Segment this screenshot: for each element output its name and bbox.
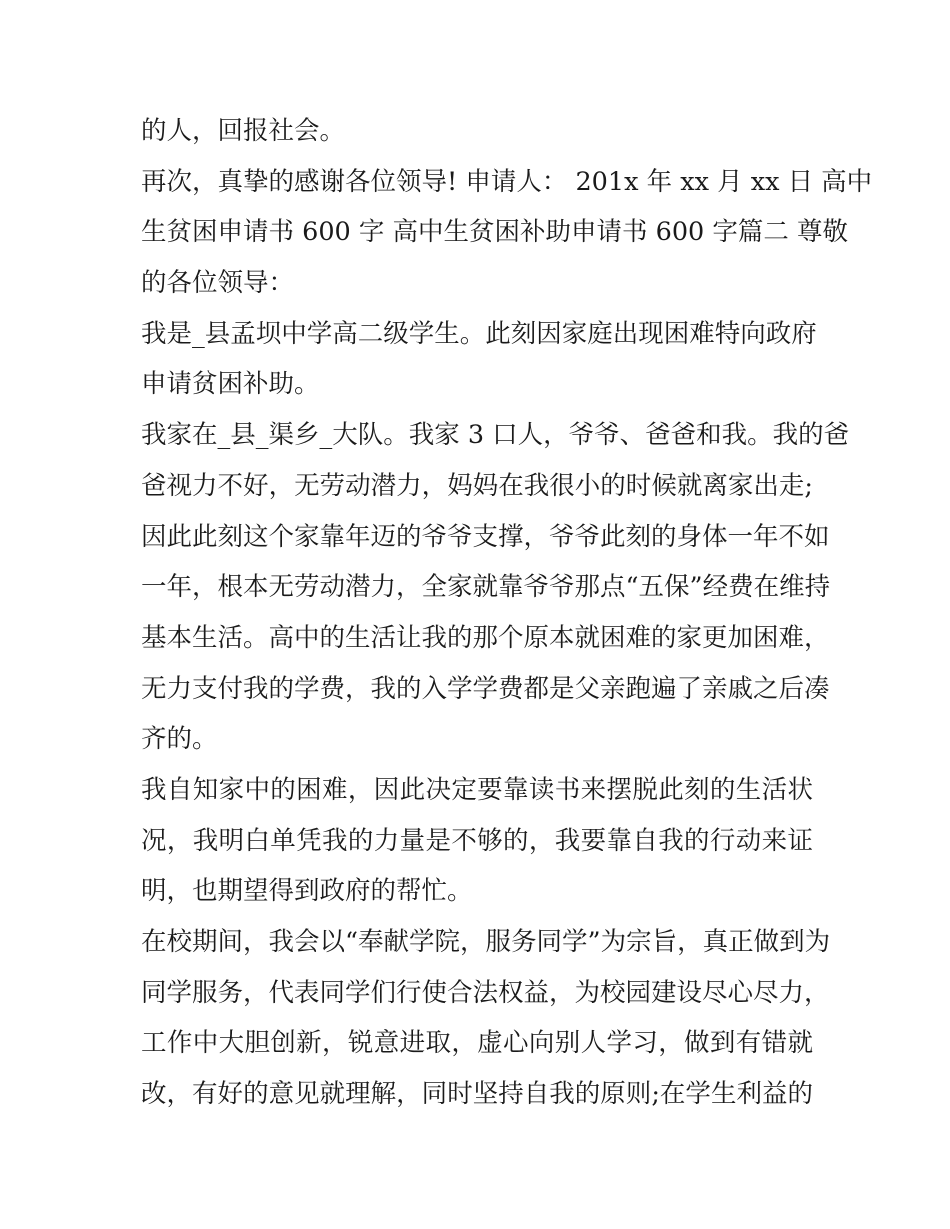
text-line: 明，也期望得到政府的帮忙。 [141,876,473,907]
text-line: 同学服务，代表同学们行使合法权益，为校园建设尽心尽力， [141,977,830,1008]
text-line: 因此此刻这个家靠年迈的爷爷支撑，爷爷此刻的身体一年不如 [141,521,830,552]
document-body [141,106,873,1120]
text-line: 一年，根本无劳动潜力，全家就靠爷爷那点“五保”经费在维持 [141,572,831,603]
text-line: 我家在_县_渠乡_大队。我家 3 口人，爷爷、爸爸和我。我的爸 [141,420,850,451]
text-line: 生贫困申请书 600 字 高中生贫困补助申请书 600 字篇二 尊敬 [141,217,848,248]
text-line: 我是_县孟坝中学高二级学生。此刻因家庭出现困难特向政府 [141,318,817,349]
text-line: 无力支付我的学费，我的入学学费都是父亲跑遍了亲戚之后凑 [141,673,830,704]
text-line: 齐的。 [141,724,218,755]
text-line: 工作中大胆创新，锐意进取，虚心向别人学习，做到有错就 [141,1028,813,1059]
text-line: 基本生活。高中的生活让我的那个原本就困难的家更加困难， [141,622,830,653]
text-line: 的人，回报社会。 [141,116,346,146]
text-line: 况，我明白单凭我的力量是不够的，我要靠自我的行动来证 [141,825,813,856]
text-line: 改，有好的意见就理解，同时坚持自我的原则;在学生利益的 [141,1079,813,1110]
text-line: 的各位领导： [141,268,295,299]
text-line: 申请贫困补助。 [141,369,320,400]
text-line: 再次，真挚的感谢各位领导! 申请人： 201x 年 xx 月 xx 日 高中 [141,166,873,197]
text-line: 爸视力不好，无劳动潜力，妈妈在我很小的时候就离家出走; [141,470,813,501]
text-line: 在校期间，我会以“奉献学院，服务同学”为宗旨，真正做到为 [141,927,831,957]
text-line: 我自知家中的困难，因此决定要靠读书来摆脱此刻的生活状 [141,774,813,805]
